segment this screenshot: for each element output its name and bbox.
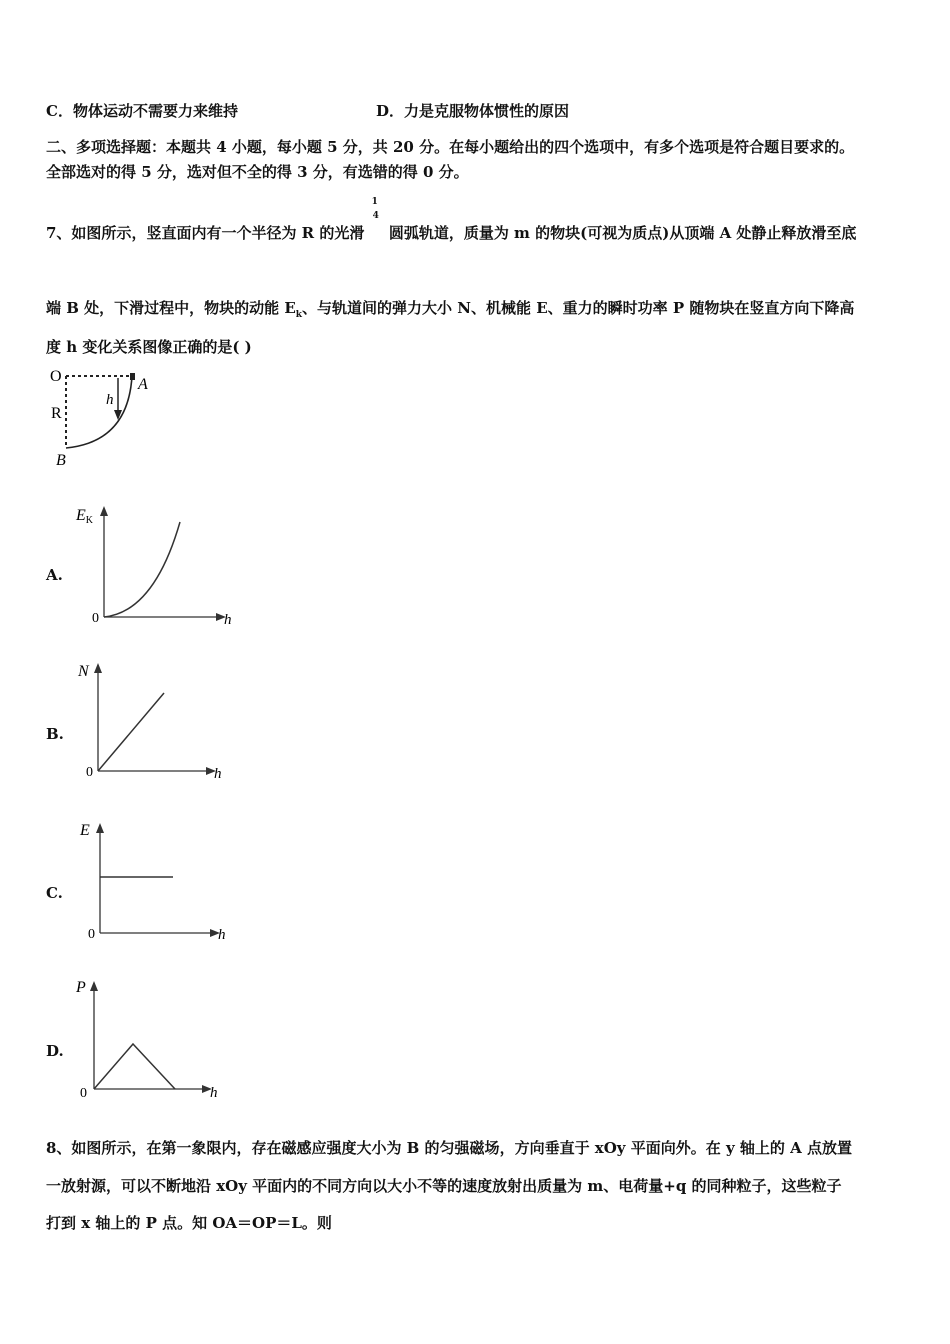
origin-label: 0 <box>80 1086 87 1101</box>
graph-c <box>74 816 244 950</box>
y-arrow <box>94 663 102 673</box>
label-b: B <box>56 452 66 469</box>
x-label: h <box>210 1085 218 1101</box>
x-label: h <box>214 766 222 782</box>
label-a: A <box>138 376 148 393</box>
origin-label: 0 <box>92 611 99 626</box>
label-h: h <box>106 392 114 408</box>
curve-ek <box>104 522 180 617</box>
q7-line2 <box>46 298 854 325</box>
q7-line2-part2: 、与轨道间的弹力大小 N、机械能 E、重力的瞬时功率 P 随物块在竖直方向下降高 <box>302 299 855 317</box>
option-c-label: C. <box>46 884 63 902</box>
line-n <box>98 693 164 771</box>
fraction-numerator: 1 <box>371 197 378 207</box>
q8-line1: 8、如图所示，在第一象限内，存在磁感应强度大小为 B 的匀强磁场，方向垂直于 xOy 平面向外。在 y 轴上的 A 点放置 <box>46 1139 852 1157</box>
q8-line2: 一放射源，可以不断地沿 xOy 平面内的不同方向以大小不等的速度放射出质量为 m、电荷量+q 的同种粒子，这些粒子 <box>46 1177 842 1195</box>
q7-line3: 度 h 变化关系图像正确的是( ) <box>46 338 252 356</box>
option-a-label: A. <box>46 566 63 584</box>
graph-d <box>74 976 244 1110</box>
x-label: h <box>218 927 226 943</box>
section2-line1: 二、多项选择题：本题共 4 小题，每小题 5 分，共 20 分。在每小题给出的四个选项中，有多个选项是符合题目要求的。 <box>46 138 855 156</box>
q7-line2-part1: 端 B 处，下滑过程中，物块的动能 E <box>46 299 296 317</box>
section2-line2: 全部选对的得 5 分，选对但不全的得 3 分，有选错的得 0 分。 <box>46 163 469 181</box>
y-arrow <box>90 981 98 991</box>
label-o: O <box>50 368 62 385</box>
q8-line3: 打到 x 轴上的 P 点。知 OA＝OP＝L。则 <box>46 1214 332 1232</box>
x-label: h <box>224 612 232 628</box>
y-label-ek: EK <box>76 507 94 526</box>
origin-label: 0 <box>88 927 95 942</box>
option-d-label: D. <box>46 1042 64 1060</box>
q7-line1 <box>46 197 857 243</box>
option-b-label: B. <box>46 725 64 743</box>
y-arrow <box>100 506 108 516</box>
graph-b <box>74 658 244 792</box>
block <box>130 373 135 380</box>
y-label-e: E <box>80 822 90 839</box>
ek-subscript: k <box>295 310 303 320</box>
arc-track <box>66 376 132 448</box>
track-figure <box>44 364 164 478</box>
y-label-p: P <box>76 979 86 996</box>
option-c-q6: C．物体运动不需要力来维持 <box>46 102 238 120</box>
curve-p <box>94 1044 175 1089</box>
quarter-fraction <box>370 197 384 238</box>
label-r: R <box>51 405 62 422</box>
fraction-denominator: 4 <box>372 211 379 221</box>
y-label-n: N <box>78 663 89 680</box>
option-d-q6: D．力是克服物体惯性的原因 <box>376 102 570 120</box>
origin-label: 0 <box>86 765 93 780</box>
graph-a <box>74 502 244 636</box>
q7-line1-part2: 圆弧轨道，质量为 m 的物块(可视为质点)从顶端 A 处静止释放滑至底 <box>388 224 857 242</box>
q7-line1-part1: 7、如图所示，竖直面内有一个半径为 R 的光滑 <box>46 224 365 242</box>
y-arrow <box>96 823 104 833</box>
